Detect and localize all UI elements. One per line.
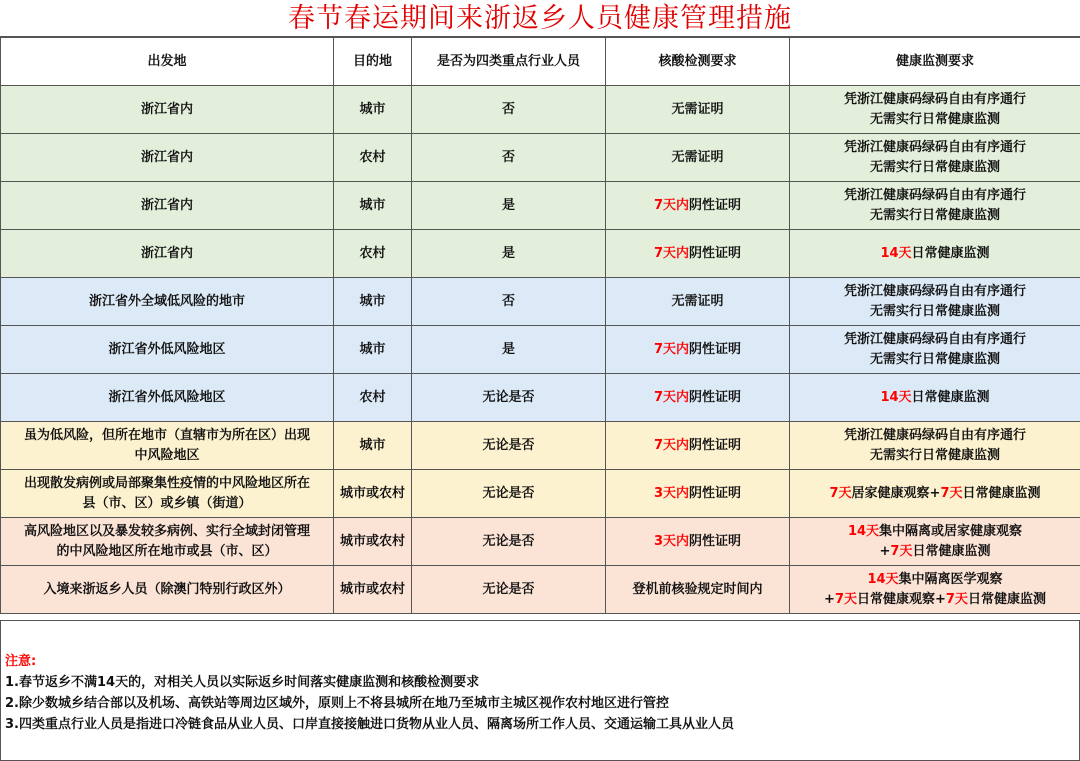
table-row bbox=[1, 278, 1080, 326]
nat-cell bbox=[606, 278, 790, 326]
origin-line-1: 虽为低风险，但所在地市（直辖市为所在区）出现 bbox=[23, 427, 310, 443]
key-industry-cell: 无论是否 bbox=[412, 470, 606, 518]
origin-line-1: 高风险地区以及暴发较多病例、实行全域封闭管理 bbox=[23, 523, 310, 539]
origin-cell bbox=[1, 422, 334, 470]
note-item: 3.四类重点行业人员是指进口冷链食品从业人员、口岸直接接触进口货物从业人员、隔离场所工作人员、交通运输工具从业人员 bbox=[5, 717, 734, 732]
header-destination: 目的地 bbox=[334, 38, 412, 86]
origin-cell bbox=[1, 470, 334, 518]
table-row bbox=[1, 470, 1080, 518]
monitor-line-2: 无需实行日常健康监测 bbox=[869, 111, 1000, 127]
monitor-days-a: 14天 bbox=[867, 571, 899, 587]
monitor-days-b: 7天 bbox=[940, 485, 963, 501]
nat-cell bbox=[606, 134, 790, 182]
monitor-days: 14天 bbox=[880, 245, 912, 261]
nat-cell bbox=[606, 470, 790, 518]
destination-cell: 城市 bbox=[334, 86, 412, 134]
header-row bbox=[1, 38, 1080, 86]
monitor-plus: + bbox=[879, 543, 891, 559]
nat-text: 阴性证明 bbox=[689, 389, 742, 405]
monitor-line-2: 无需实行日常健康监测 bbox=[869, 447, 1000, 463]
origin-cell: 浙江省内 bbox=[1, 86, 334, 134]
nat-days: 7天内 bbox=[653, 245, 690, 261]
monitor-text: 日常健康监测 bbox=[911, 389, 990, 405]
destination-cell: 城市 bbox=[334, 278, 412, 326]
monitor-line-1: 凭浙江健康码绿码自由有序通行 bbox=[843, 187, 1026, 203]
monitor-cell bbox=[790, 230, 1080, 278]
nat-cell bbox=[606, 566, 790, 614]
nat-text: 阴性证明 bbox=[689, 485, 742, 501]
nat-text: 无需证明 bbox=[671, 149, 724, 165]
monitor-text-a: 集中隔离医学观察 bbox=[898, 571, 1003, 587]
monitor-text-c: 日常健康监测 bbox=[967, 591, 1046, 607]
monitor-cell bbox=[790, 470, 1080, 518]
nat-text: 阴性证明 bbox=[689, 197, 742, 213]
nat-cell bbox=[606, 518, 790, 566]
monitor-cell bbox=[790, 134, 1080, 182]
destination-cell: 城市 bbox=[334, 326, 412, 374]
monitor-line-2: 无需实行日常健康监测 bbox=[869, 207, 1000, 223]
key-industry-cell: 是 bbox=[412, 326, 606, 374]
monitor-line-1: 凭浙江健康码绿码自由有序通行 bbox=[843, 427, 1026, 443]
measures-table bbox=[0, 37, 1080, 614]
monitor-days: 14天 bbox=[880, 389, 912, 405]
nat-days: 7天内 bbox=[653, 197, 690, 213]
header-nat-requirement: 核酸检测要求 bbox=[606, 38, 790, 86]
key-industry-cell: 否 bbox=[412, 278, 606, 326]
monitor-days-b: 7天 bbox=[834, 591, 857, 607]
monitor-cell bbox=[790, 518, 1080, 566]
nat-text: 无需证明 bbox=[671, 293, 724, 309]
origin-cell: 浙江省内 bbox=[1, 134, 334, 182]
nat-cell bbox=[606, 182, 790, 230]
monitor-cell bbox=[790, 182, 1080, 230]
nat-text: 无需证明 bbox=[671, 101, 724, 117]
monitor-cell bbox=[790, 278, 1080, 326]
table-row bbox=[1, 566, 1080, 614]
monitor-text-a: 居家健康观察+ bbox=[851, 485, 941, 501]
nat-days: 7天内 bbox=[653, 437, 690, 453]
monitor-cell bbox=[790, 422, 1080, 470]
monitor-cell bbox=[790, 326, 1080, 374]
key-industry-cell: 无论是否 bbox=[412, 566, 606, 614]
table-row bbox=[1, 374, 1080, 422]
nat-cell bbox=[606, 422, 790, 470]
origin-line-2: 中风险地区 bbox=[134, 447, 200, 463]
monitor-text-b: 日常健康观察+ bbox=[856, 591, 946, 607]
table-row bbox=[1, 182, 1080, 230]
key-industry-cell: 是 bbox=[412, 230, 606, 278]
monitor-line-1: 凭浙江健康码绿码自由有序通行 bbox=[843, 331, 1026, 347]
destination-cell: 城市 bbox=[334, 182, 412, 230]
table-row bbox=[1, 518, 1080, 566]
monitor-plus: + bbox=[824, 591, 835, 607]
monitor-days-c: 7天 bbox=[945, 591, 968, 607]
monitor-text: 日常健康监测 bbox=[911, 245, 990, 261]
destination-cell: 城市 bbox=[334, 422, 412, 470]
monitor-text-b: 日常健康监测 bbox=[962, 485, 1041, 501]
monitor-cell bbox=[790, 566, 1080, 614]
notes-section bbox=[0, 620, 1080, 761]
monitor-line-1: 凭浙江健康码绿码自由有序通行 bbox=[843, 283, 1026, 299]
nat-cell bbox=[606, 230, 790, 278]
key-industry-cell: 是 bbox=[412, 182, 606, 230]
key-industry-cell: 无论是否 bbox=[412, 374, 606, 422]
monitor-line-2: 无需实行日常健康监测 bbox=[869, 351, 1000, 367]
nat-cell bbox=[606, 326, 790, 374]
monitor-line-2: 无需实行日常健康监测 bbox=[869, 303, 1000, 319]
header-health-monitoring: 健康监测要求 bbox=[790, 38, 1080, 86]
table-row bbox=[1, 134, 1080, 182]
page-title: 春节春运期间来浙返乡人员健康管理措施 bbox=[0, 0, 1080, 37]
monitor-days-a: 14天 bbox=[847, 523, 880, 539]
header-origin: 出发地 bbox=[1, 38, 334, 86]
origin-cell: 入境来浙返乡人员（除澳门特别行政区外） bbox=[1, 566, 334, 614]
monitor-days-a: 7天 bbox=[829, 485, 852, 501]
nat-cell bbox=[606, 374, 790, 422]
monitor-text-a: 集中隔离或居家健康观察 bbox=[879, 523, 1023, 539]
monitor-text-b: 日常健康监测 bbox=[912, 543, 991, 559]
origin-line-2: 的中风险地区所在地市或县（市、区） bbox=[56, 543, 278, 559]
nat-text: 登机前核验规定时间内 bbox=[632, 581, 763, 597]
nat-cell bbox=[606, 86, 790, 134]
note-item: 2.除少数城乡结合部以及机场、高铁站等周边区域外，原则上不将县城所在地乃至城市主城区视作农村地区进行管控 bbox=[5, 696, 669, 711]
monitor-days-b: 7天 bbox=[890, 543, 913, 559]
monitor-line-1: 凭浙江健康码绿码自由有序通行 bbox=[843, 91, 1026, 107]
nat-text: 阴性证明 bbox=[689, 341, 742, 357]
nat-text: 阴性证明 bbox=[689, 533, 742, 549]
origin-cell: 浙江省外低风险地区 bbox=[1, 374, 334, 422]
destination-cell: 城市或农村 bbox=[334, 566, 412, 614]
table-row bbox=[1, 326, 1080, 374]
monitor-cell bbox=[790, 374, 1080, 422]
monitor-line-2: 无需实行日常健康监测 bbox=[869, 159, 1000, 175]
origin-line-1: 出现散发病例或局部聚集性疫情的中风险地区所在 bbox=[23, 475, 310, 491]
destination-cell: 城市或农村 bbox=[334, 518, 412, 566]
note-item: 1.春节返乡不满14天的，对相关人员以实际返乡时间落实健康监测和核酸检测要求 bbox=[5, 675, 480, 690]
key-industry-cell: 无论是否 bbox=[412, 422, 606, 470]
origin-line-2: 县（市、区）或乡镇（街道） bbox=[82, 495, 252, 511]
monitor-line-1: 凭浙江健康码绿码自由有序通行 bbox=[843, 139, 1026, 155]
nat-text: 阴性证明 bbox=[689, 437, 742, 453]
origin-cell: 浙江省外全域低风险的地市 bbox=[1, 278, 334, 326]
destination-cell: 农村 bbox=[334, 374, 412, 422]
monitor-cell bbox=[790, 86, 1080, 134]
origin-cell: 浙江省外低风险地区 bbox=[1, 326, 334, 374]
table-row bbox=[1, 86, 1080, 134]
origin-cell: 浙江省内 bbox=[1, 182, 334, 230]
key-industry-cell: 无论是否 bbox=[412, 518, 606, 566]
nat-days: 3天内 bbox=[653, 485, 690, 501]
table-row bbox=[1, 230, 1080, 278]
key-industry-cell: 否 bbox=[412, 86, 606, 134]
nat-days: 7天内 bbox=[653, 389, 690, 405]
destination-cell: 农村 bbox=[334, 230, 412, 278]
origin-cell bbox=[1, 518, 334, 566]
destination-cell: 城市或农村 bbox=[334, 470, 412, 518]
table-row bbox=[1, 422, 1080, 470]
nat-days: 7天内 bbox=[653, 341, 690, 357]
key-industry-cell: 否 bbox=[412, 134, 606, 182]
nat-text: 阴性证明 bbox=[689, 245, 742, 261]
header-key-industry: 是否为四类重点行业人员 bbox=[412, 38, 606, 86]
notes-heading: 注意: bbox=[5, 654, 37, 669]
origin-cell: 浙江省内 bbox=[1, 230, 334, 278]
nat-days: 3天内 bbox=[653, 533, 690, 549]
destination-cell: 农村 bbox=[334, 134, 412, 182]
